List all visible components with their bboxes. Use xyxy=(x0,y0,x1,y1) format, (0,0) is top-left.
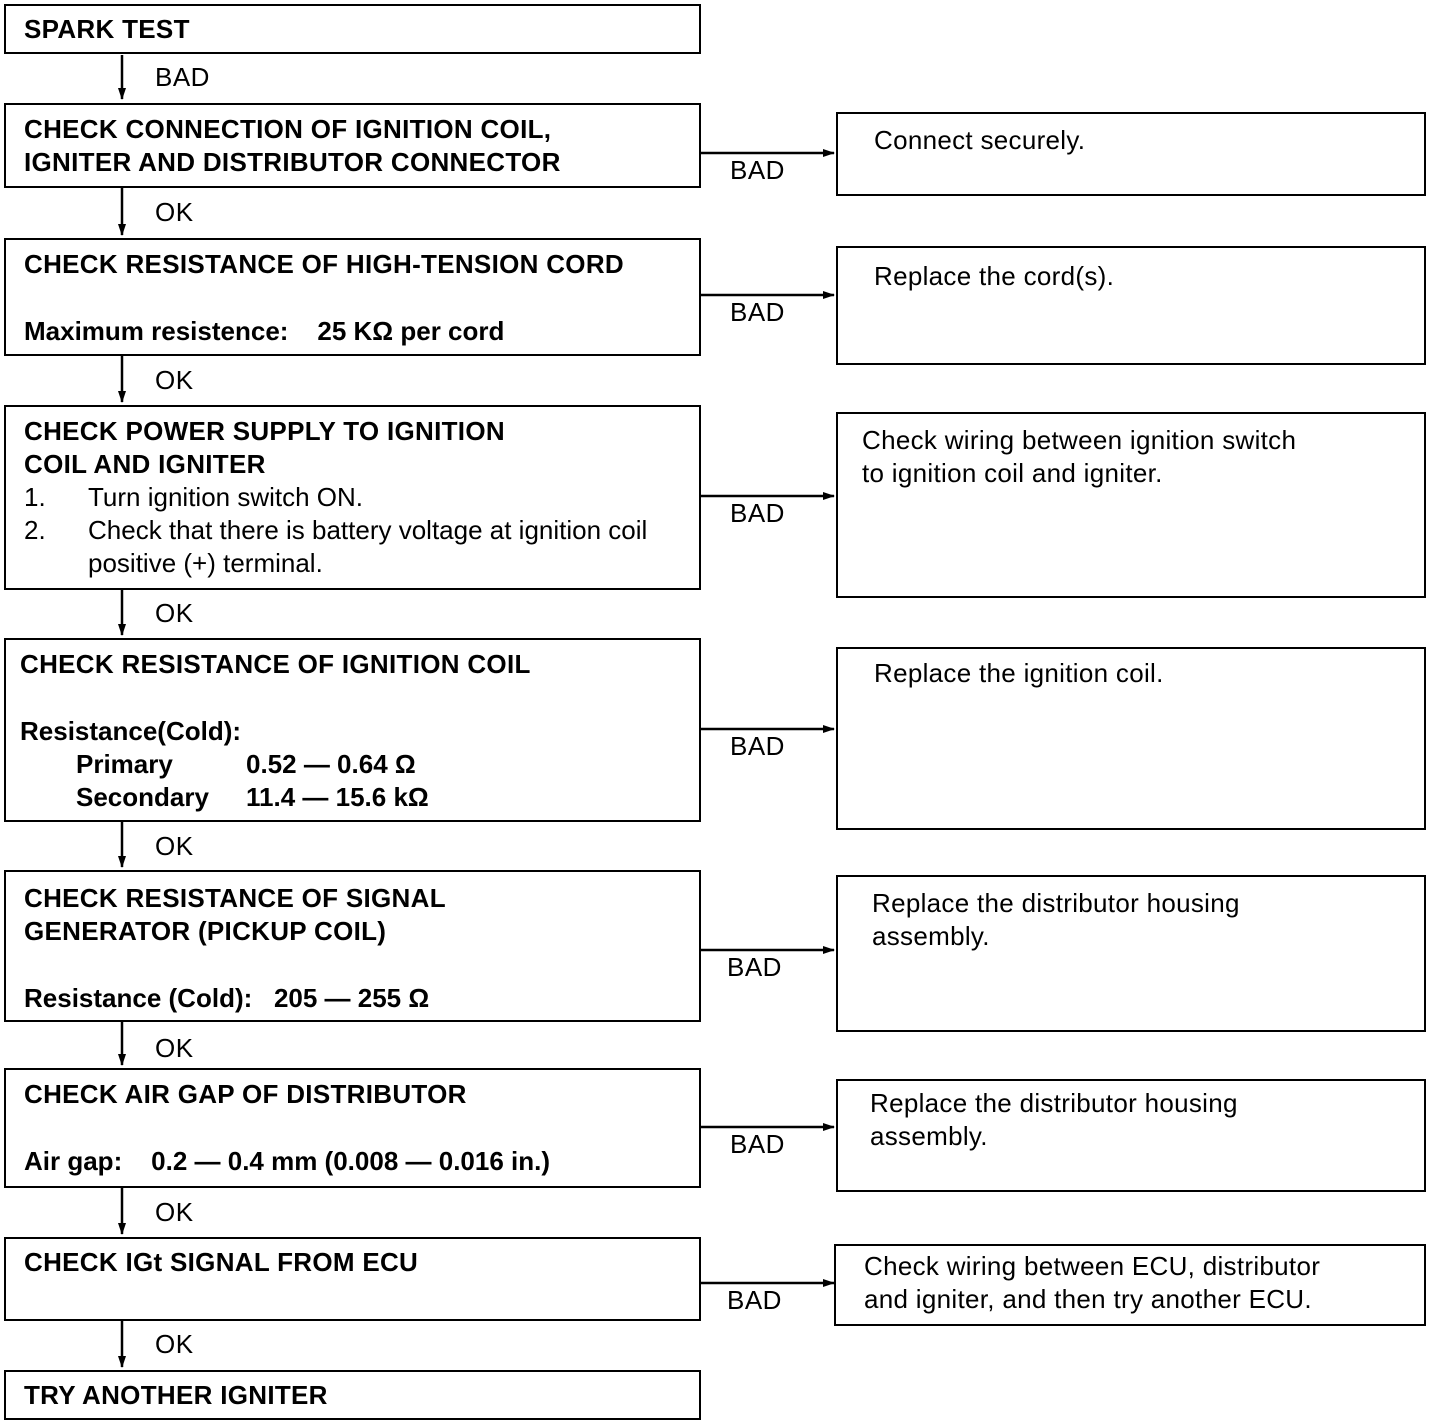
spec-label: Resistance(Cold): xyxy=(20,716,242,746)
step-check-cord-resistance xyxy=(4,238,701,356)
procedure-item xyxy=(24,514,681,580)
bad-label: BAD xyxy=(730,1129,785,1159)
step-check-connection xyxy=(4,103,701,188)
item-text: Turn ignition switch ON. xyxy=(88,482,364,512)
row-name: Secondary xyxy=(76,782,209,812)
step-check-ignition-coil xyxy=(4,638,701,822)
bad-label: BAD xyxy=(727,1285,782,1315)
step-try-another-igniter xyxy=(4,1370,701,1420)
step-check-signal-generator xyxy=(4,870,701,1022)
ok-label: OK xyxy=(155,1329,194,1359)
ok-label: OK xyxy=(155,365,194,395)
row-value: 0.52 — 0.64 Ω xyxy=(246,749,416,779)
step-title: CHECK CONNECTION OF IGNITION COIL, IGNITER AND DISTRIBUTOR CONNECTOR xyxy=(24,114,561,177)
spec-label: Maximum resistence: xyxy=(24,316,289,346)
bad-label: BAD xyxy=(727,952,782,982)
ok-label: OK xyxy=(155,197,194,227)
step-title: CHECK RESISTANCE OF IGNITION COIL xyxy=(20,649,531,679)
remedy-replace-cord: Replace the cord(s). xyxy=(836,246,1426,365)
step-spec xyxy=(24,1145,681,1178)
ok-label: BAD xyxy=(155,62,210,92)
remedy-check-wiring-switch: Check wiring between ignition switch to ignition coil and igniter. xyxy=(836,412,1426,598)
item-number: 1. xyxy=(24,482,46,512)
step-check-air-gap xyxy=(4,1068,701,1188)
step-spec xyxy=(24,315,681,348)
step-title: CHECK AIR GAP OF DISTRIBUTOR xyxy=(24,1079,467,1109)
step-title: SPARK TEST xyxy=(24,14,190,44)
resistance-row xyxy=(20,781,681,814)
bad-label: BAD xyxy=(730,155,785,185)
spec-value: 0.2 — 0.4 mm (0.008 — 0.016 in.) xyxy=(151,1146,551,1176)
spec-label: Resistance (Cold): xyxy=(24,983,253,1013)
remedy-replace-distributor: Replace the distributor housing assembly. xyxy=(836,875,1426,1032)
item-text: Check that there is battery voltage at ignition coil positive (+) terminal. xyxy=(88,515,648,578)
bad-label: BAD xyxy=(730,297,785,327)
procedure-item xyxy=(24,481,681,514)
step-title: CHECK RESISTANCE OF SIGNAL GENERATOR (PICKUP COIL) xyxy=(24,883,446,946)
step-check-igt-signal xyxy=(4,1237,701,1321)
step-spark-test xyxy=(4,4,701,54)
remedy-connect: Connect securely. xyxy=(836,112,1426,196)
step-title: CHECK RESISTANCE OF HIGH-TENSION CORD xyxy=(24,249,624,279)
row-value: 11.4 — 15.6 kΩ xyxy=(246,782,429,812)
remedy-replace-distributor: Replace the distributor housing assembly. xyxy=(836,1079,1426,1192)
ok-label: OK xyxy=(155,1033,194,1063)
step-check-power-supply xyxy=(4,405,701,590)
step-title: CHECK IGt SIGNAL FROM ECU xyxy=(24,1247,419,1277)
spec-value: 25 KΩ per cord xyxy=(317,316,505,346)
ok-label: OK xyxy=(155,598,194,628)
bad-label: BAD xyxy=(730,498,785,528)
resistance-row xyxy=(20,748,681,781)
step-title: TRY ANOTHER IGNITER xyxy=(24,1380,328,1410)
remedy-check-wiring-ecu: Check wiring between ECU, distributor and igniter, and then try another ECU. xyxy=(834,1244,1426,1326)
ok-label: OK xyxy=(155,1197,194,1227)
item-number: 2. xyxy=(24,515,46,545)
remedy-replace-coil: Replace the ignition coil. xyxy=(836,647,1426,830)
spec-label: Air gap: xyxy=(24,1146,123,1176)
bad-label: BAD xyxy=(730,731,785,761)
procedure-list xyxy=(24,481,681,580)
row-name: Primary xyxy=(76,749,173,779)
ok-label: OK xyxy=(155,831,194,861)
spec-value: 205 — 255 Ω xyxy=(273,983,430,1013)
step-title: CHECK POWER SUPPLY TO IGNITION COIL AND IGNITER xyxy=(24,416,505,479)
step-spec xyxy=(24,982,681,1015)
